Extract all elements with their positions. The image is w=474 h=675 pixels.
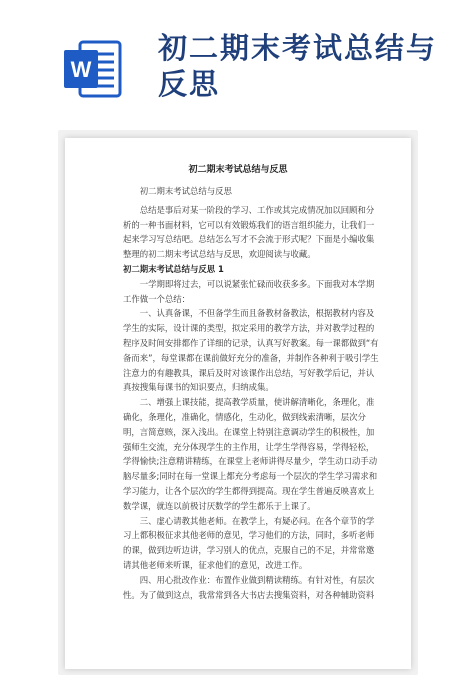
word-icon-letter: W (70, 57, 92, 82)
paragraph: 二、增强上课技能，提高教学质量，使讲解清晰化，条理化，准确化，条理化，准确化，情感化，生动化，做到线索清晰，层次分明，言简意赅，深入浅出。在课堂上特别注意调动学生的积极性，加强师生交流，充分体现学生的主作用，让学生学得容易，学得轻松，学得愉快;注意精讲精练，在课堂上老师讲得尽量少，学生动口动手动脑尽量多;同时在每一堂课上都充分考虑每一个层次的学生学习需求和学习能力，让各个层次的学生都得到提高。现在学生普遍反映喜欢上数学课，就连以前极讨厌数学的学生都乐于上课了。 (123, 397, 378, 511)
banner-title: 初二期末考试总结与反思 (158, 31, 438, 101)
document-body (123, 184, 381, 602)
paragraph: 一、认真备课，不但备学生而且备教材备教法，根据教材内容及学生的实际，设计课的类型，拟定采用的教学方法，并对教学过程的程序及时间安排都作了详细的记录，认真写好教案。每一课都做到“有备而来”，每堂课都在课前做好充分的准备，并制作各种利于吸引学生注意力的有趣教具，课后及时对该课作出总结，写好教学后记，并认真按搜集每课书的知识要点，归纳成集。 (123, 308, 379, 393)
header-banner (0, 0, 474, 125)
document-title: 初二期末考试总结与反思 (188, 165, 288, 175)
paragraph: 三、虚心请教其他老师。在教学上，有疑必问。在各个章节的学习上都积极征求其他老师的意见，学习他们的方法，同时，多听老师的课，做到边听边讲，学习别人的优点，克服自己的不足，并常常邀请其他老师来听课，征求他们的意见，改进工作。 (123, 515, 375, 570)
section-heading: 初二期末考试总结与反思 1 (123, 263, 224, 274)
paragraph: 一学期即将过去，可以说紧张忙碌而收获多多。下面我对本学期工作做一个总结： (123, 278, 375, 304)
word-document-icon (62, 38, 124, 100)
paragraph: 四、用心批改作业：布置作业做到精读精练。有针对性，有层次性。为了做到这点，我常常到各大书店去搜集资料，对各种辅助资料 (123, 574, 375, 600)
paragraph: 总结是事后对某一阶段的学习、工作或其完成情况加以回顾和分析的一种书面材料，它可以有效锻炼我们的语言组织能力，让我们一起来学习写总结吧。总结怎么写才不会流于形式呢？下面是小编收集整理的初二期末考试总结与反思，欢迎阅读与收藏。 (123, 204, 375, 260)
document-subtitle: 初二期末考试总结与反思 (139, 186, 232, 196)
document-page (65, 138, 411, 669)
